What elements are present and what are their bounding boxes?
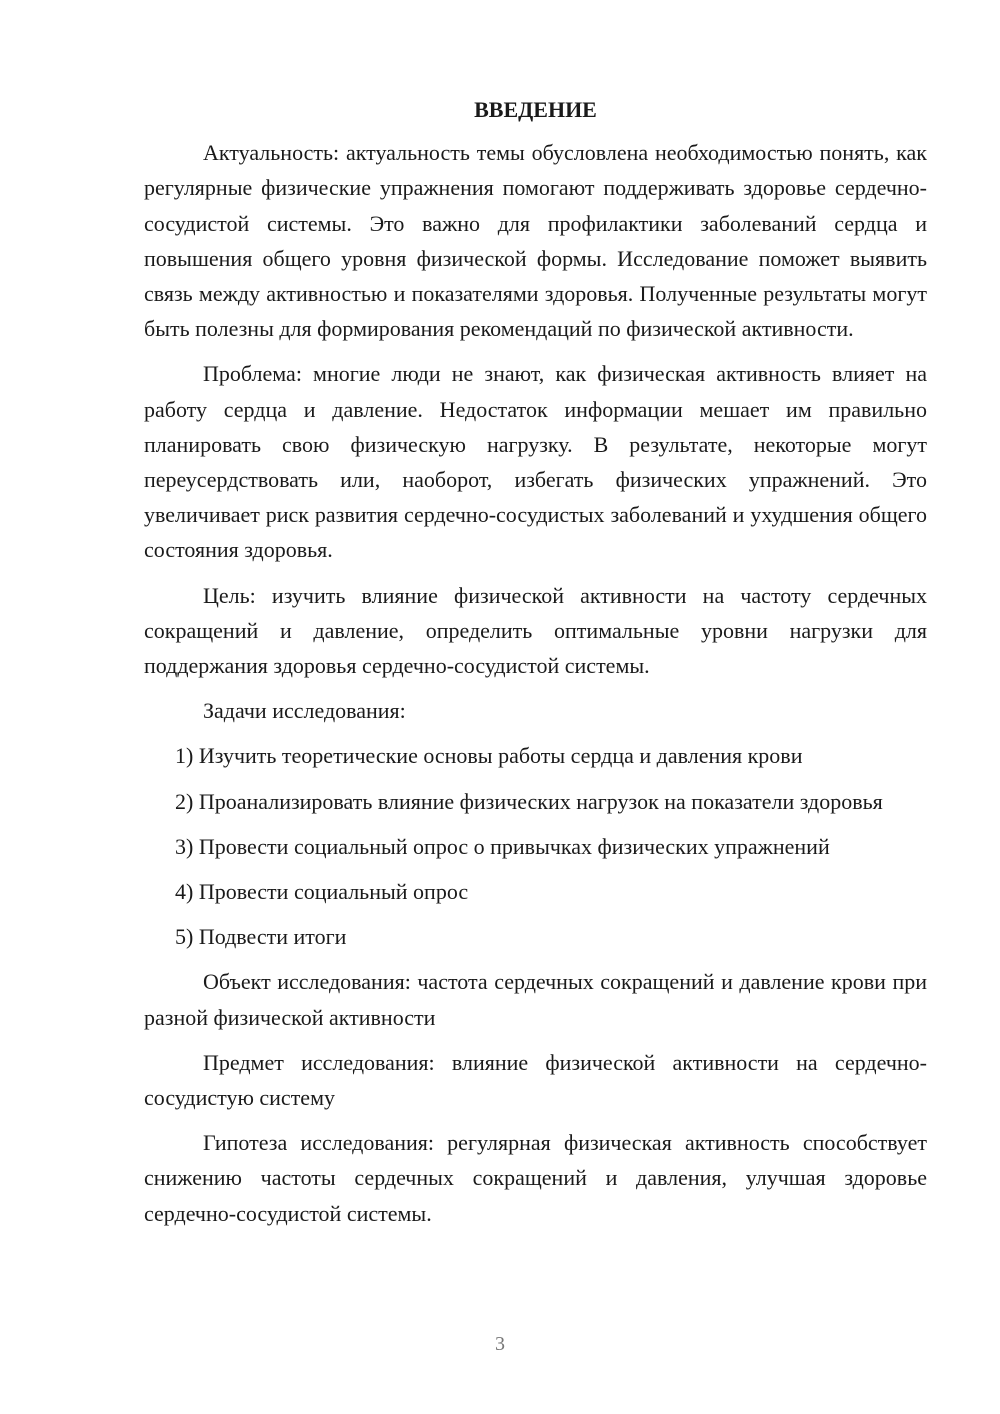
- tasks-heading: Задачи исследования:: [203, 698, 406, 724]
- goal-paragraph: Цель: изучить влияние физической активности на частоту сердечных сокращений и давление, определить оптимальные уровни нагрузки для поддержания здоровья сердечно-сосудистой системы.: [144, 582, 927, 679]
- task-item: 5) Подвести итоги: [175, 924, 347, 950]
- page-content: [144, 92, 927, 1241]
- hypothesis-paragraph: Гипотеза исследования: регулярная физическая активность способствует снижению частоты сердечных сокращений и давления, улучшая здоровье сердечно-сосудистой системы.: [144, 1130, 927, 1226]
- relevance-paragraph: Актуальность: актуальность темы обусловлена необходимостью понять, как регулярные физические упражнения помогают поддерживать здоровье сердечно-сосудистой системы. Это важно для профилактики заболеваний сердца и повышения общего уровня физической формы. Исследование поможет выявить связь между активностью и показателями здоровья. Полученные результаты могут быть полезны для формирования рекомендаций по физической активности.: [144, 140, 927, 342]
- subject-paragraph: Предмет исследования: влияние физической активности на сердечно-сосудистую систему: [144, 1049, 927, 1111]
- problem-paragraph: Проблема: многие люди не знают, как физическая активность влияет на работу сердца и давление. Недостаток информации мешает им правильно планировать свою физическую нагрузку. В результате, некоторые могут переусердствовать или, наоборот, избегать физических упражнений. Это увеличивает риск развития сердечно-сосудистых заболеваний и ухудшения общего состояния здоровья.: [144, 361, 927, 563]
- section-title: ВВЕДЕНИЕ: [474, 97, 597, 122]
- task-item: 1) Изучить теоретические основы работы сердца и давления крови: [175, 743, 803, 769]
- task-item: 4) Провести социальный опрос: [175, 879, 469, 905]
- task-item: 2) Проанализировать влияние физических нагрузок на показатели здоровья: [175, 788, 883, 814]
- object-paragraph: Объект исследования: частота сердечных сокращений и давление крови при разной физической активности: [144, 969, 927, 1030]
- task-item: 3) Провести социальный опрос о привычках физических упражнений: [175, 833, 830, 859]
- page-number: 3: [495, 1333, 505, 1355]
